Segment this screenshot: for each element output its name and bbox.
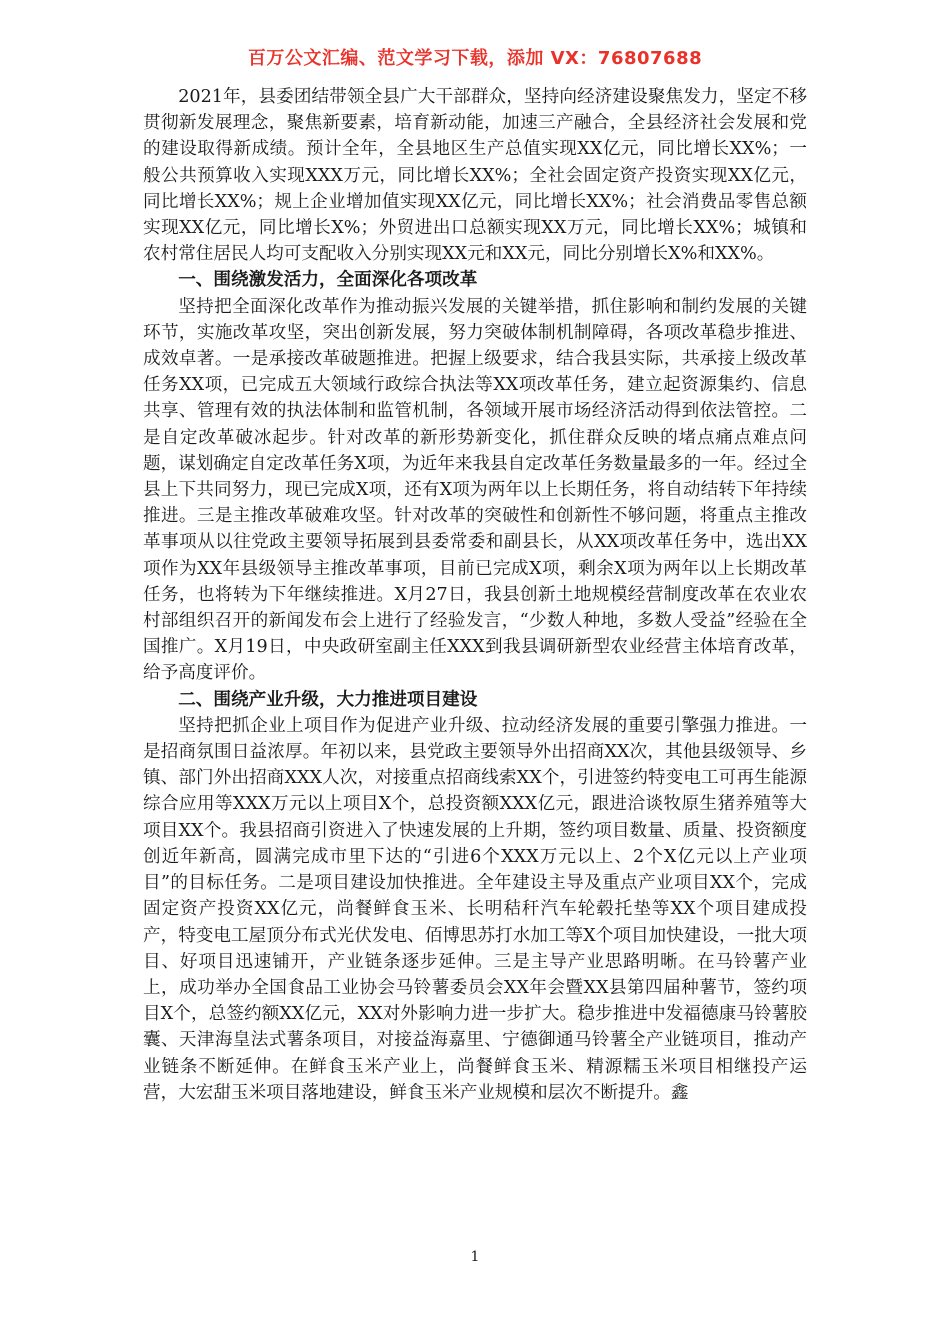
section-1-paragraph: 坚持把全面深化改革作为推动振兴发展的关键举措，抓住影响和制约发展的关键环节，实施改革攻坚，突出创新发展，努力突破体制机制障碍，各项改革稳步推进、成效卓著。一是承接改革破题推进。把握上级要求，结合我县实际，共承接上级改革任务XX项，已完成五大领域行政综合执法等XX项改革任务，建立起资源集约、信息共享、管理有效的执法体制和监管机制，各领域开展市场经济活动得到依法管控。二是自定改革破冰起步。针对改革的新形势新变化，抓住群众反映的堵点痛点难点问题，谋划确定自定改革任务X项，为近年来我县自定改革任务数量最多的一年。经过全县上下共同努力，现已完成X项，还有X项为两年以上长期任务，将自动结转下年持续推进。三是主推改革破难攻坚。针对改革的突破性和创新性不够问题，将重点主推改革事项从以往党政主要领导拓展到县委常委和副县长，从XX项改革任务中，选出XX项作为XX年县级领导主推改革事项，目前已完成X项，剩余X项为两年以上长期改革任务，也将转为下年继续推进。X月27日，我县创新土地规模经营制度改革在农业农村部组织召开的新闻发布会上进行了经验发言，“少数人种地，多数人受益”经验在全国推广。X月19日，中央政研室副主任XXX到我县调研新型农业经营主体培育改革，给予高度评价。 [143,296,807,684]
section-1-heading: 一、围绕激发活力，全面深化各项改革 [178,270,478,291]
section-2-paragraph: 坚持把抓企业上项目作为促进产业升级、拉动经济发展的重要引擎强力推进。一是招商氛围日益浓厚。年初以来，县党政主要领导外出招商XX次，其他县级领导、乡镇、部门外出招商XXX人次，对接重点招商线索XX个，引进签约特变电工可再生能源综合应用等XXX万元以上项目X个，总投资额XXX亿元，跟进洽谈牧原生猪养殖等大项目XX个。我县招商引资进入了快速发展的上升期，签约项目数量、质量、投资额度创近年新高，圆满完成市里下达的“引进6个XXX万元以上、2个X亿元以上产业项目”的目标任务。二是项目建设加快推进。全年建设主导及重点产业项目XX个，完成固定资产投资XX亿元，尚餐鲜食玉米、长明秸秆汽车轮毂托垫等XX个项目建成投产，特变电工屋顶分布式光伏发电、佰博思苏打水加工等X个项目加快建设，一批大项目、好项目迅速铺开，产业链条逐步延伸。三是主导产业思路明晰。在马铃薯产业上，成功举办全国食品工业协会马铃薯委员会XX年会暨XX县第四届种薯节，签约项目X个，总签约额XX亿元，XX对外影响力进一步扩大。稳步推进中发福德康马铃薯胶囊、天津海皇法式薯条项目，对接益海嘉里、宁德御通马铃薯全产业链项目，推动产业链条不断延伸。在鲜食玉米产业上，尚餐鲜食玉米、精源糯玉米项目相继投产运营，大宏甜玉米项目落地建设，鲜食玉米产业规模和层次不断提升。鑫 [143,715,807,1103]
page-number: 1 [470,1249,480,1265]
section-2-heading: 二、围绕产业升级，大力推进项目建设 [178,689,478,710]
document-body [143,84,807,1106]
intro-paragraph: 2021年，县委团结带领全县广大干部群众，坚持向经济建设聚焦发力，坚定不移贯彻新发展理念，聚焦新要素，培育新动能，加速三产融合，全县经济社会发展和党的建设取得新成绩。预计全年，全县地区生产总值实现XX亿元，同比增长XX%；一般公共预算收入实现XXX万元，同比增长XX%；全社会固定资产投资实现XX亿元，同比增长XX%；规上企业增加值实现XX亿元，同比增长XX%；社会消费品零售总额实现XX亿元，同比增长X%；外贸进出口总额实现XX万元，同比增长XX%；城镇和农村常住居民人均可支配收入分别实现XX元和XX元，同比分别增长X%和XX%。 [143,87,807,265]
watermark-header: 百万公文汇编、范文学习下载，添加 VX：76807688 [247,48,703,69]
